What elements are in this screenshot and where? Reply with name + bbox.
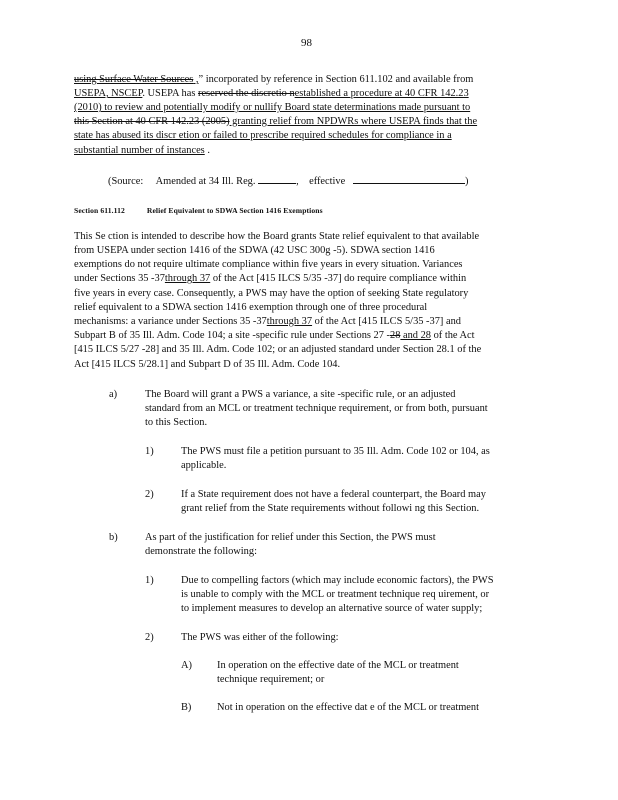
text: This Se ction is intended to describe how the Board grants State relief equivalent to that available [74, 231, 480, 242]
struck-text: this Section at 40 CFR 142.23 (2005) [74, 116, 230, 127]
list-label: 2) [145, 632, 154, 643]
list-text: technique requirement; or [217, 674, 325, 685]
effective-blank [353, 174, 465, 184]
inserted-text: substantial number of instances [74, 145, 205, 156]
list-text: If a State requirement does not have a federal counterpart, the Board may [181, 489, 486, 500]
inserted-text: (2010) to review and potentially modify or nullify Board state determinations made pursuant to [74, 102, 471, 113]
amended-line [74, 115, 536, 129]
text: of the Act [430, 330, 475, 341]
list-text: The PWS was either of the following: [181, 632, 339, 643]
list-label: b) [109, 532, 118, 543]
intro-line [74, 358, 340, 372]
source-note [108, 174, 469, 189]
list-text: The PWS must file a petition pursuant to 35 Ill. Adm. Code 102 or 104, as [181, 446, 490, 457]
inserted-text: and 28 [400, 330, 431, 341]
intro-line [74, 315, 461, 329]
amended-line [74, 87, 526, 101]
text: exemptions do not require ultimate compliance within five years in every situation. Variances [74, 259, 463, 270]
amended-line [74, 101, 526, 115]
text: ] and 35 Ill. Adm. Code 102; or an adjusted standard under Section 28.1 of the [155, 344, 482, 355]
inserted-text: through 37 [266, 316, 313, 327]
text: [415 ILCS 5/27 -28 [74, 344, 156, 355]
intro-line [74, 258, 462, 272]
section-title: Relief Equivalent to SDWA Section 1416 Exemptions [146, 206, 323, 215]
intro-line [74, 272, 466, 286]
text: under Sections 35 -37 [74, 273, 165, 284]
text: ” incorporated by reference in Section 611.102 and available from [198, 74, 474, 85]
inserted-text: state has abused its discr etion or failed to prescribe required schedules for compliance in a [74, 130, 452, 141]
list-text: grant relief from the State requirements without followi ng this Section. [181, 503, 480, 514]
section-heading [74, 206, 323, 215]
text: of the Act [415 ILCS 5/35 -37] and [312, 316, 461, 327]
text: relief equivalent to a SDWA section 1416 exemption through one of three procedural [74, 302, 428, 313]
amended-line [74, 129, 526, 143]
list-text: standard from an MCL or treatment technique requirement, or from both, pursuant [145, 403, 488, 414]
list-text: applicable. [181, 460, 227, 471]
text: mechanisms: a variance under Sections 35 -37 [74, 316, 267, 327]
section-number: Section 611.112 [74, 206, 125, 215]
struck-text: reserved the discretio n [197, 88, 295, 99]
intro-line [74, 287, 468, 301]
intro-line [74, 343, 481, 357]
text: . [204, 145, 210, 156]
struck-text: 28 [390, 330, 401, 341]
amended-line [74, 73, 526, 87]
list-text: to implement measures to develop an alternative source of water supply; [181, 603, 483, 614]
list-label: 1) [145, 446, 154, 457]
list-text: Not in operation on the effective dat e of the MCL or treatment [217, 702, 479, 713]
source-amended: Amended at 34 Ill. Reg. [155, 176, 256, 187]
list-text: to this Section. [145, 417, 208, 428]
inserted-text: granting relief from NPDWRs where USEPA finds that the [229, 116, 478, 127]
text: from USEPA under section 1416 of the SDWA (42 USC 300g -5). SDWA section 1416 [74, 245, 435, 256]
list-label: 2) [145, 489, 154, 500]
inserted-text: , [193, 74, 199, 85]
inserted-text: established a procedure at 40 CFR 142.23 [294, 88, 469, 99]
source-open: (Source: [108, 176, 144, 187]
text: Act [415 ILCS 5/28.1] and Subpart D of 35 Ill. Adm. Code 104. [74, 359, 341, 370]
reg-blank [258, 174, 296, 184]
list-label: B) [181, 702, 192, 713]
list-text: In operation on the effective date of the MCL or treatment [217, 660, 459, 671]
source-effective: effective [309, 176, 346, 187]
list-text: is unable to comply with the MCL or treatment technique req uirement, or [181, 589, 490, 600]
inserted-text: USEPA, NSCEP [74, 88, 143, 99]
list-label: a) [109, 389, 118, 400]
amended-line [74, 144, 210, 158]
source-comma: , [296, 176, 299, 187]
page-number: 98 [301, 37, 312, 49]
list-text: As part of the justification for relief under this Section, the PWS must [145, 532, 436, 543]
intro-line [74, 244, 435, 258]
list-text: demonstrate the following: [145, 546, 257, 557]
source-close: ) [465, 176, 469, 187]
intro-line [74, 301, 427, 315]
text: . USEPA has [142, 88, 198, 99]
struck-text: using Surface Water Sources [74, 74, 194, 85]
intro-line [74, 230, 535, 244]
list-text: The Board will grant a PWS a variance, a site -specific rule, or an adjusted [145, 389, 456, 400]
inserted-text: through 37 [164, 273, 211, 284]
intro-line [74, 329, 475, 343]
text: five years in every case. Consequently, a PWS may have the option of seeking State regulatory [74, 288, 469, 299]
text: of the Act [415 ILCS 5/35 -37] do require compliance within [210, 273, 467, 284]
list-label: A) [181, 660, 192, 671]
text: Subpart B of 35 Ill. Adm. Code 104; a site -specific rule under Sections 27 - [74, 330, 390, 341]
list-text: Due to compelling factors (which may include economic factors), the PWS [181, 575, 494, 586]
list-label: 1) [145, 575, 154, 586]
